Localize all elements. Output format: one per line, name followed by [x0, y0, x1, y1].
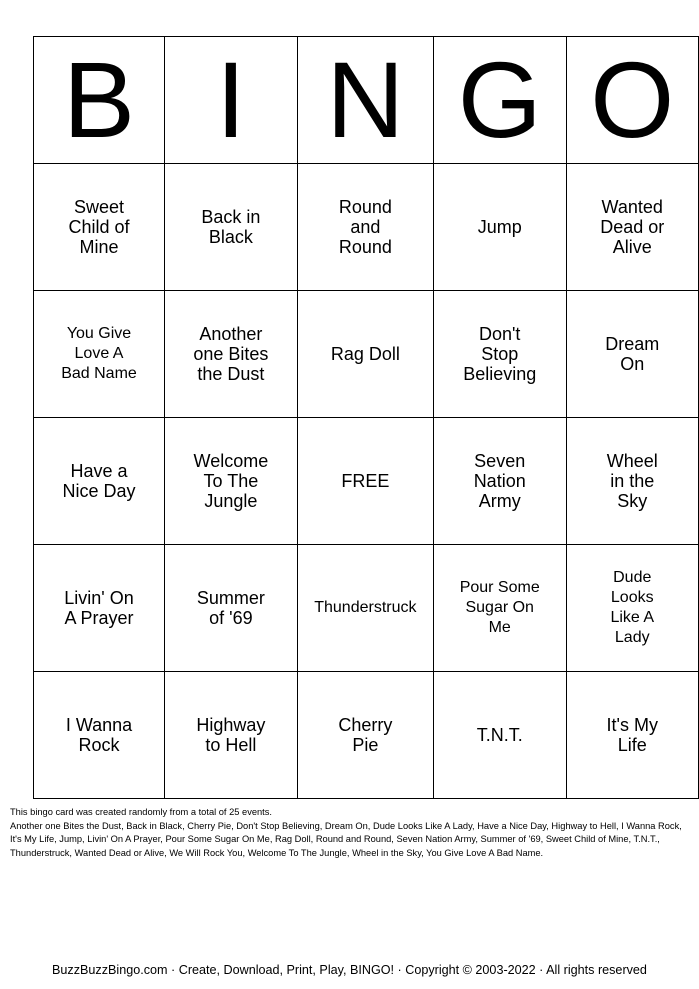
bingo-cell-text: Seven Nation Army [473, 451, 526, 511]
bingo-cell [433, 164, 566, 291]
bingo-cell-text: Another one Bites the Dust [193, 324, 269, 384]
bingo-cell-text: Don't Stop Believing [463, 324, 537, 384]
bingo-cell-text: FREE [341, 471, 390, 491]
header-letter-i: I [165, 37, 298, 164]
bingo-cell [165, 291, 298, 418]
bingo-cell-text: I Wanna Rock [65, 715, 133, 755]
bingo-row [34, 291, 699, 418]
bingo-row [34, 672, 699, 799]
bingo-cell [433, 418, 566, 545]
footer-copyright: BuzzBuzzBingo.com · Create, Download, Print, Play, BINGO! · Copyright © 2003-2022 · All rights reserved [52, 963, 647, 977]
note-summary: This bingo card was created randomly from a total of 25 events. [10, 807, 272, 817]
bingo-cell-text: Summer of '69 [196, 588, 265, 628]
card-note [10, 806, 690, 860]
bingo-cell-text: Rag Doll [330, 344, 400, 364]
bingo-cell-text: Jump [477, 217, 522, 237]
bingo-cell-text: Pour Some Sugar On Me [459, 579, 540, 636]
bingo-cell [34, 164, 165, 291]
bingo-cell [34, 418, 165, 545]
bingo-cell-text: Round and Round [338, 197, 392, 257]
bingo-cell [297, 164, 433, 291]
bingo-cell [297, 418, 433, 545]
bingo-cell-text: Dude Looks Like A Lady [610, 569, 655, 646]
bingo-cell-text: Highway to Hell [196, 715, 266, 755]
bingo-cell-text: Dream On [605, 334, 660, 374]
bingo-cell [297, 291, 433, 418]
bingo-cell [297, 672, 433, 799]
bingo-cell-text: It's My Life [606, 715, 658, 755]
bingo-cell-text: Wanted Dead or Alive [600, 197, 665, 257]
bingo-cell [433, 672, 566, 799]
bingo-cell [433, 291, 566, 418]
bingo-cell-text: Welcome To The Jungle [193, 451, 269, 511]
bingo-cell [297, 545, 433, 672]
bingo-card [33, 36, 699, 799]
bingo-cell-text: Livin' On A Prayer [64, 588, 134, 628]
bingo-row [34, 418, 699, 545]
bingo-cell [34, 545, 165, 672]
header-letter-n: N [297, 37, 433, 164]
bingo-cell-text: Have a Nice Day [62, 461, 136, 501]
header-letter-b: B [34, 37, 165, 164]
bingo-cell [566, 291, 699, 418]
note-event-list: Another one Bites the Dust, Back in Black, Cherry Pie, Don't Stop Believing, Dream On, Dude Looks Like A Lady, Have a Nice Day, Highway to Hell, I Wanna Rock, It's My Life, Jump, Livin' On A Prayer, Pour Some Sugar On Me, Rag Doll, Round and Round, Seven Nation Army, Summer of '69, Sweet Child of Mine, T.N.T., Thunderstruck, Wanted Dead or Alive, We Will Rock You, Welcome To The Jungle, Wheel in the Sky, You Give Love A Bad Name. [10, 820, 682, 858]
bingo-cell [165, 545, 298, 672]
bingo-cell [34, 672, 165, 799]
bingo-cell [165, 672, 298, 799]
bingo-cell [34, 291, 165, 418]
bingo-cell [165, 164, 298, 291]
bingo-cell [433, 545, 566, 672]
bingo-cell-text: T.N.T. [476, 725, 523, 745]
bingo-cell-text: You Give Love A Bad Name [61, 325, 137, 382]
bingo-cell-text: Thunderstruck [314, 599, 417, 616]
bingo-cell-text: Sweet Child of Mine [68, 197, 130, 257]
header-letter-o: O [566, 37, 699, 164]
bingo-cell [566, 164, 699, 291]
bingo-cell-text: Back in Black [201, 207, 261, 247]
bingo-row [34, 164, 699, 291]
bingo-header-row [34, 37, 699, 164]
bingo-cell [566, 545, 699, 672]
bingo-cell [566, 672, 699, 799]
bingo-cell-text: Wheel in the Sky [606, 451, 658, 511]
bingo-grid [34, 37, 699, 799]
header-letter-g: G [433, 37, 566, 164]
bingo-cell [165, 418, 298, 545]
bingo-cell [566, 418, 699, 545]
bingo-row [34, 545, 699, 672]
bingo-cell-text: Cherry Pie [338, 715, 393, 755]
